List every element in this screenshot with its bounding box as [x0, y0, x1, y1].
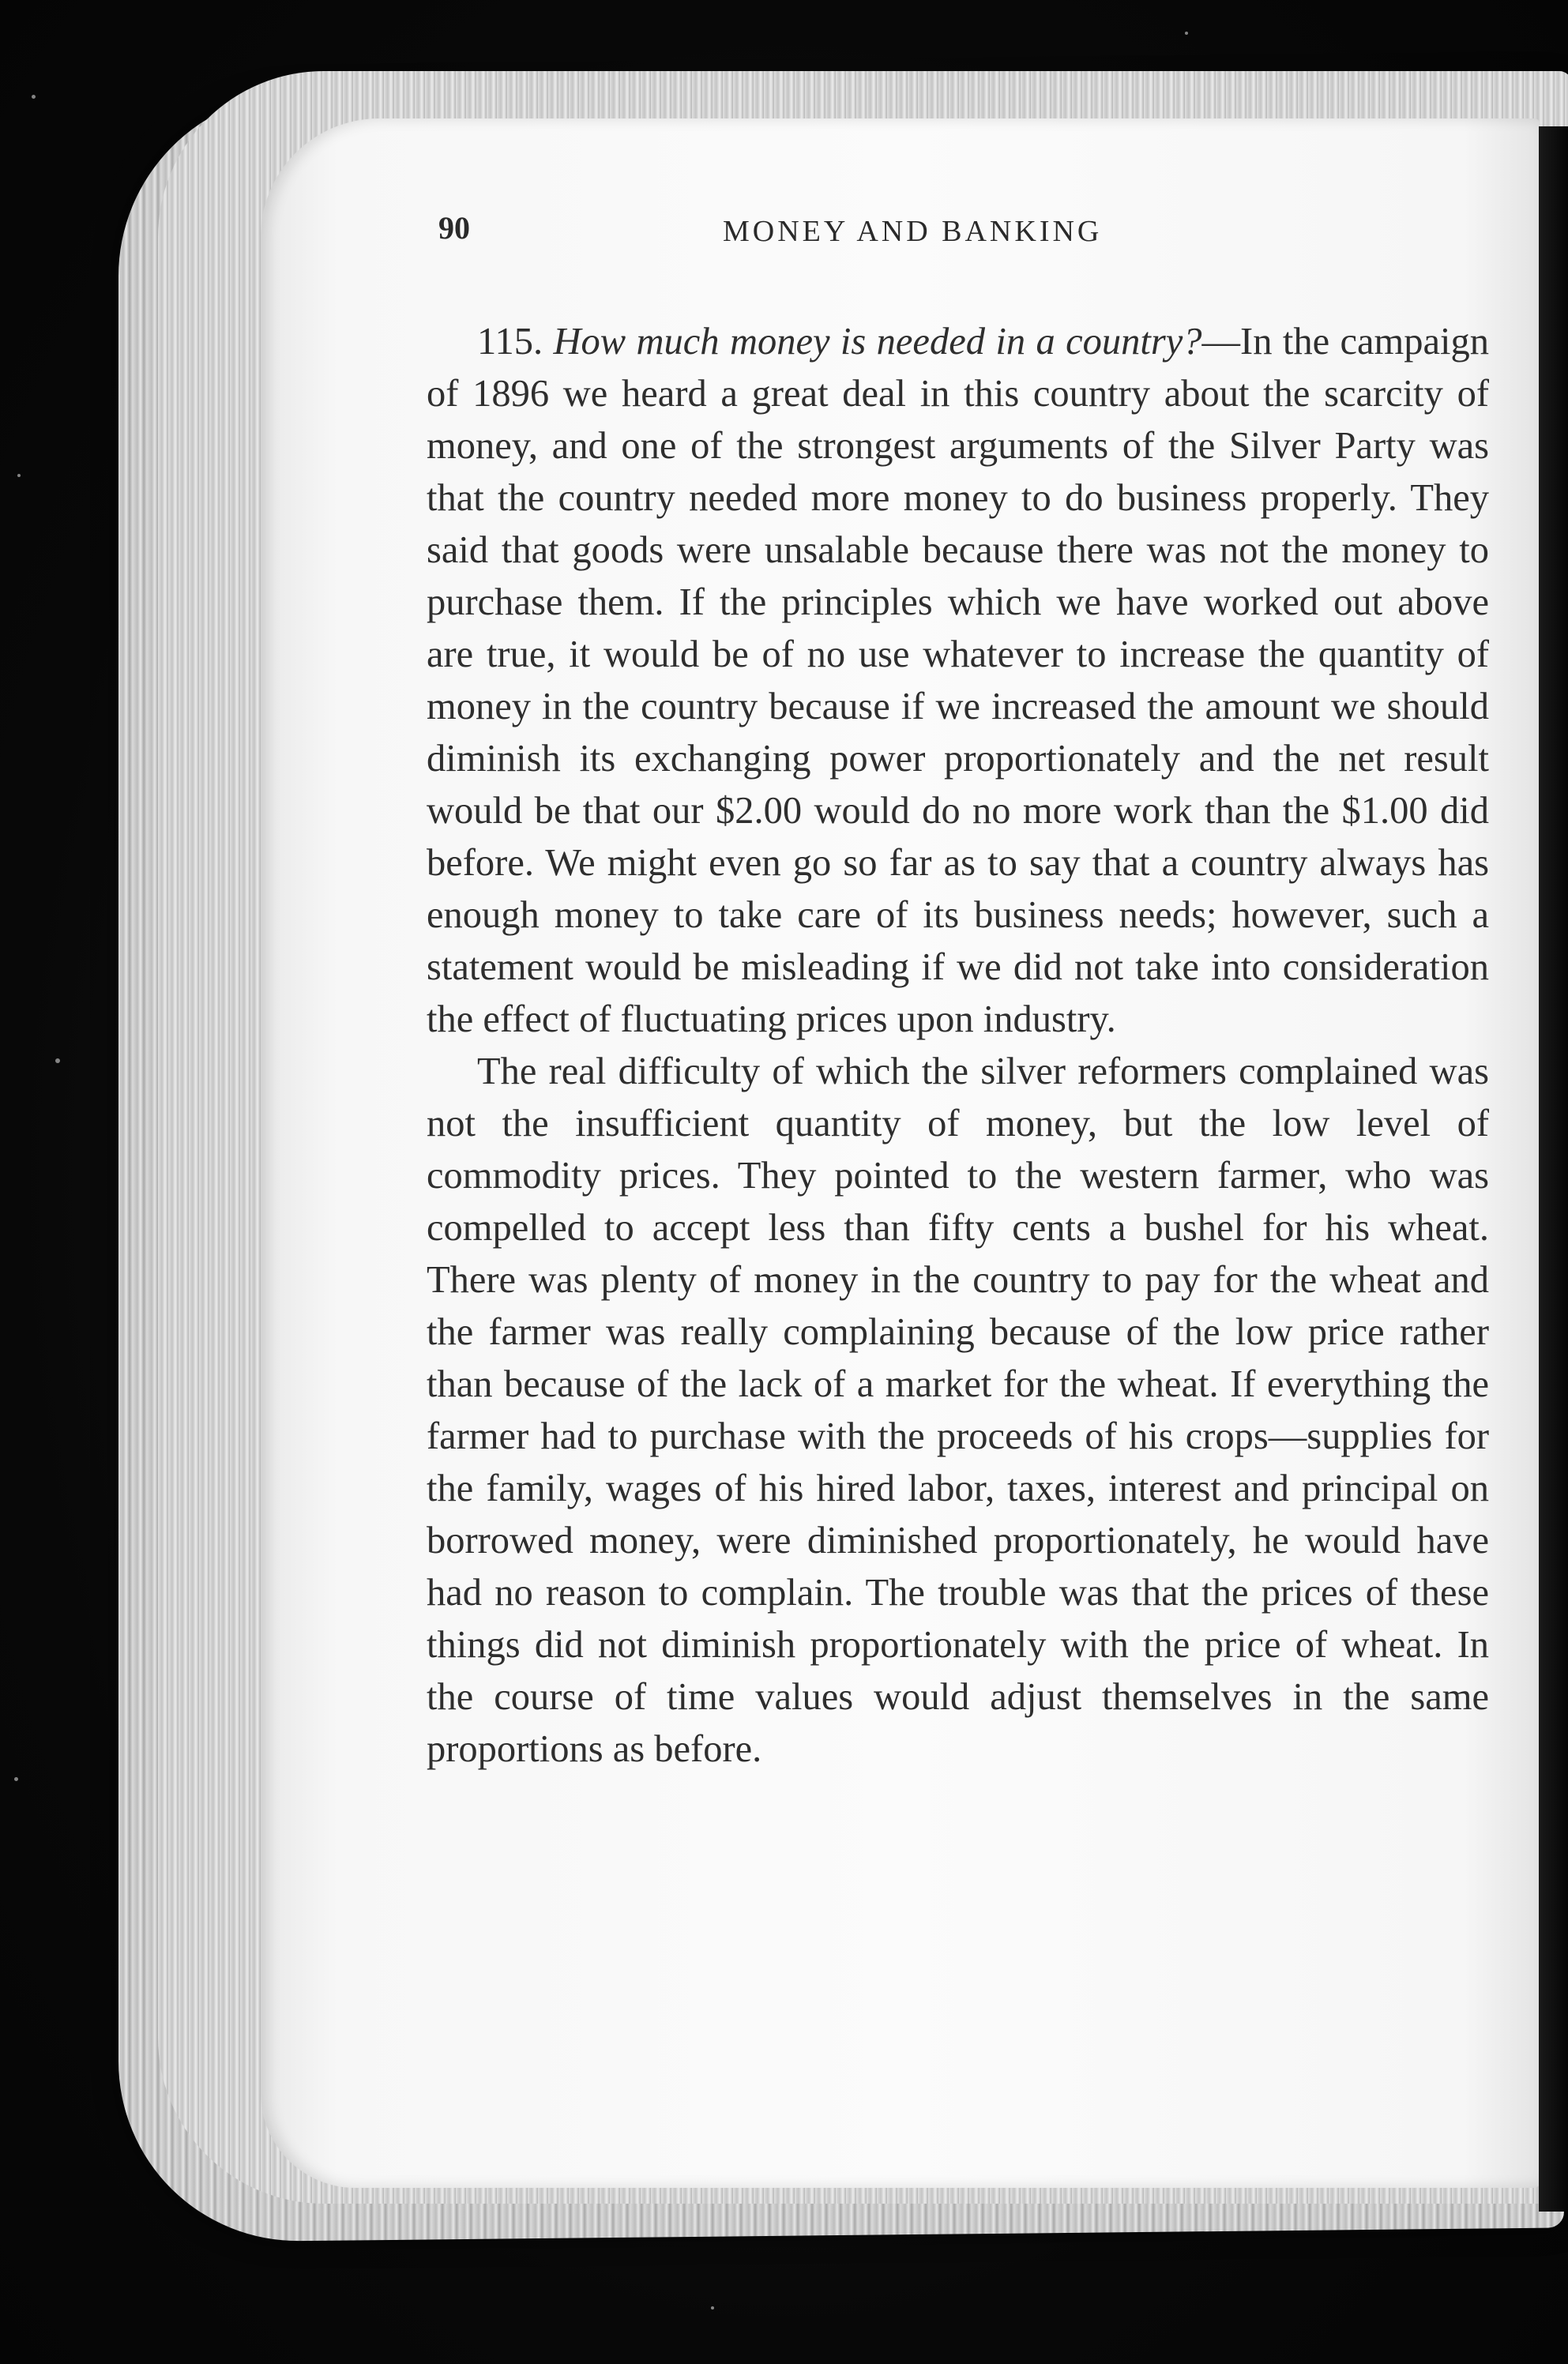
body-text [427, 316, 1489, 1776]
paragraph-1 [427, 316, 1489, 1046]
paragraph-1-text: In the campaign of 1896 we heard a great deal in this country about the scarcity of money, and one of the strongest arguments of the Silver Party was that the country needed more money to do business properly. They said that goods were unsalable because there was not the money to purchase them. If the principles which we have worked out above are true, it would be of no use whatever to increase the quantity of money in the country because if we increased the amount we should diminish its exchanging power proportionately and the net result would be that our $2.00 would do no more work than the $1.00 did before. We might even go so far as to say that a country always has enough money to take care of its business needs; however, such a statement would be misleading if we did not take into consideration the effect of fluctuating prices upon industry. [427, 321, 1490, 1040]
page-number: 90 [438, 210, 470, 246]
section-number: 115. [477, 321, 543, 363]
paragraph-2: The real difficulty of which the silver reformers complained was not the insufficient quantity of money, but the low level of commodity prices. They pointed to the western farmer, who was compelled to accept less than fifty cents a bushel for his wheat. There was plenty of money in the country to pay for the wheat and the farmer was really complaining because of the low price rather than because of the lack of a market for the wheat. If everything the farmer had to purchase with the proceeds of his crops—supplies for the family, wages of his hired labor, taxes, interest and principal on borrowed money, were diminished proportionately, he would have had no reason to complain. The trouble was that the prices of these things did not diminish proportionately with the price of wheat. In the course of time values would adjust themselves in the same proportions as before. [427, 1050, 1489, 1770]
book-gutter [1539, 126, 1568, 2212]
section-title: How much money is needed in a country? [553, 321, 1202, 363]
section-dash: — [1201, 321, 1241, 363]
page-header [438, 209, 1228, 257]
running-head: MONEY AND BANKING [723, 215, 1103, 248]
